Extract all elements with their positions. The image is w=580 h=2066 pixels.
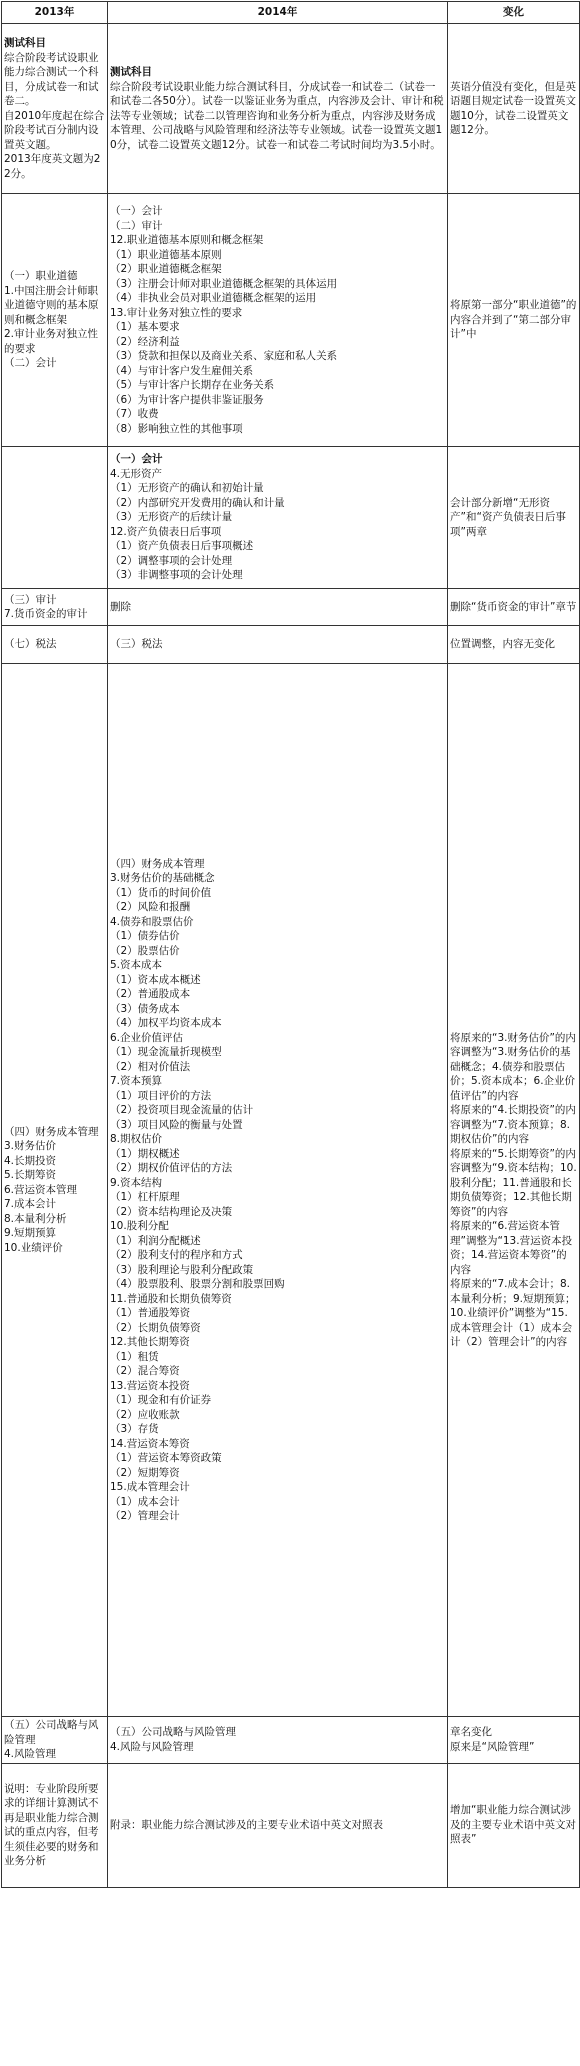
header-change: 变化 xyxy=(448,2,580,24)
cell-line: （一）会计 xyxy=(110,205,163,217)
cell-line: 7.货币资金的审计 xyxy=(4,608,88,620)
cell-line: 增加“职业能力综合测试涉及的主要专业术语中英文对照表” xyxy=(450,1804,576,1846)
cell-line: 8.本量利分析 xyxy=(4,1212,67,1225)
cell-line: 2.审计业务对独立性的要求 xyxy=(4,328,99,355)
cell-line: （3）注册会计师对职业道德概念框架的具体运用 xyxy=(110,277,338,290)
cell-change xyxy=(448,194,580,447)
cell-line: （2）经济利益 xyxy=(110,335,180,348)
cell-2013 xyxy=(2,24,108,194)
cell-line: 4.债券和股票估价 xyxy=(110,915,194,928)
cell-line: （2）风险和报酬 xyxy=(110,901,191,913)
cell-line: 10.业绩评价 xyxy=(4,1241,63,1254)
cell-line: 12.其他长期筹资 xyxy=(110,1336,190,1348)
cell-line: （四）财务成本管理 xyxy=(4,1125,99,1138)
cell-line: （1）营运资本筹资政策 xyxy=(110,1452,222,1464)
cell-line: （2）职业道德概念框架 xyxy=(110,263,222,275)
cell-line: 10.股利分配 xyxy=(110,1220,169,1232)
cell-line: （2）管理会计 xyxy=(110,1510,180,1522)
table-row xyxy=(2,589,580,626)
cell-line: （2）应收账款 xyxy=(110,1408,180,1421)
cell-line: （1）杠杆原理 xyxy=(110,1191,180,1203)
cell-line: 4.风险与风险管理 xyxy=(110,1740,194,1753)
cell-line: 将原来的“3.财务估价”的内容调整为“3.财务估价的基础概念；4.债券和股票估价；5.资本成本；6.企业价值评估”的内容 xyxy=(450,1031,576,1102)
cell-line: （七）税法 xyxy=(4,638,57,651)
cell-line: 4.长期投资 xyxy=(4,1154,57,1167)
cell-2014 xyxy=(108,447,448,589)
cell-line: 15.成本管理会计 xyxy=(110,1481,190,1493)
cell-2013 xyxy=(2,664,108,1717)
cell-line: （1）成本会计 xyxy=(110,1495,180,1508)
header-row xyxy=(2,2,580,24)
cell-line: （二）会计 xyxy=(4,357,57,370)
cell-line: （3）股利理论与股利分配政策 xyxy=(110,1263,254,1276)
cell-line: 测试科目 xyxy=(110,66,152,78)
cell-line: 8.期权估价 xyxy=(110,1133,163,1145)
cell-line: （3）无形资产的后续计量 xyxy=(110,511,233,524)
cell-line: （7）收费 xyxy=(110,408,159,420)
cell-line: （3）存货 xyxy=(110,1423,159,1435)
cell-line: 说明：专业阶段所要求的详细计算测试不再是职业能力综合测试的重点内容，但考生须佳必要的财务和业务分析 xyxy=(4,1782,99,1867)
cell-change xyxy=(448,589,580,626)
table-row xyxy=(2,1763,580,1887)
cell-line: 1.中国注册会计师职业道德守则的基本原则和概念框架 xyxy=(4,284,99,326)
cell-line: （2）期权价值评估的方法 xyxy=(110,1162,233,1174)
cell-line: 自2010年度起在综合阶段考试百分制内设置英文题。 xyxy=(4,109,105,151)
cell-line: （2）内部研究开发费用的确认和计量 xyxy=(110,496,285,509)
cell-line: 删除 xyxy=(110,600,131,613)
cell-line: （1）项目评价的方法 xyxy=(110,1089,212,1102)
cell-2014 xyxy=(108,589,448,626)
cell-line: 5.长期筹资 xyxy=(4,1169,57,1182)
cell-change xyxy=(448,664,580,1717)
cell-line: （1）租赁 xyxy=(110,1350,159,1363)
cell-2014 xyxy=(108,1717,448,1764)
cell-2014 xyxy=(108,1763,448,1887)
cell-line: （4）加权平均资本成本 xyxy=(110,1017,222,1029)
cell-line: （1）基本要求 xyxy=(110,321,180,333)
cell-2013 xyxy=(2,589,108,626)
cell-line: 12.职业道德基本原则和概念框架 xyxy=(110,234,264,246)
cell-line: 4.风险管理 xyxy=(4,1748,57,1760)
cell-line: （4）股票股利、股票分割和股票回购 xyxy=(110,1278,285,1290)
cell-line: （8）影响独立性的其他事项 xyxy=(110,422,243,435)
table-row xyxy=(2,1717,580,1764)
cell-line: （1）债券估价 xyxy=(110,930,180,942)
cell-line: 13.审计业务对独立性的要求 xyxy=(110,306,243,319)
cell-line: （四）财务成本管理 xyxy=(110,857,205,870)
cell-line: 英语分值没有变化，但是英语题目规定试卷一设置英文题10分，试卷二设置英文题12分。 xyxy=(450,80,576,136)
cell-line: （5）与审计客户长期存在业务关系 xyxy=(110,379,275,391)
cell-line: 将原来的“4.长期投资”的内容调整为“7.资本预算；8.期权估价”的内容 xyxy=(450,1104,576,1145)
cell-line: 7.成本会计 xyxy=(4,1198,57,1211)
cell-line: （二）审计 xyxy=(110,219,163,232)
cell-line: （1）资产负债表日后事项概述 xyxy=(110,540,254,553)
cell-line: （4）非执业会员对职业道德概念框架的运用 xyxy=(110,292,317,304)
cell-line: （3）贷款和担保以及商业关系、家庭和私人关系 xyxy=(110,350,338,362)
table-row xyxy=(2,194,580,447)
cell-2014 xyxy=(108,626,448,664)
cell-line: （3）非调整事项的会计处理 xyxy=(110,569,243,582)
cell-line: （三）审计 xyxy=(4,593,57,606)
cell-line: 会计部分新增“无形资产”和“资产负债表日后事项”两章 xyxy=(450,496,566,538)
cell-line: 9.资本结构 xyxy=(110,1176,163,1189)
cell-line: （1）利润分配概述 xyxy=(110,1234,201,1247)
cell-line: （一）职业道德 xyxy=(4,270,78,283)
table-row xyxy=(2,24,580,194)
cell-line: （2）股利支付的程序和方式 xyxy=(110,1249,243,1261)
cell-change xyxy=(448,24,580,194)
cell-line: （2）相对价值法 xyxy=(110,1060,191,1073)
cell-line: 3.财务估价 xyxy=(4,1140,57,1153)
cell-line: （1）资本成本概述 xyxy=(110,973,201,986)
cell-line: 7.资本预算 xyxy=(110,1075,163,1087)
cell-line: 将原来的“5.长期筹资”的内容调整为“9.资本结构；10.股利分配；11.普通股和长期负债筹资；12.其他长期筹资”的内容 xyxy=(450,1147,577,1218)
cell-2013 xyxy=(2,1717,108,1764)
cell-line: 综合阶段考试设职业能力综合测试一个科目，分成试卷一和试卷二。 xyxy=(4,51,99,107)
cell-change xyxy=(448,1763,580,1887)
cell-line: 4.无形资产 xyxy=(110,467,163,480)
cell-line: （1）期权概述 xyxy=(110,1147,180,1160)
cell-line: （3）债务成本 xyxy=(110,1002,180,1015)
cell-line: （三）税法 xyxy=(110,638,163,651)
cell-change xyxy=(448,447,580,589)
cell-line: 附录：职业能力综合测试涉及的主要专业术语中英文对照表 xyxy=(110,1818,383,1831)
cell-line: （1）普通股筹资 xyxy=(110,1307,191,1319)
cell-line: 删除“货币资金的审计”章节 xyxy=(450,600,577,613)
cell-line: （2）短期筹资 xyxy=(110,1466,180,1479)
cell-line: 测试科目 xyxy=(4,37,46,49)
cell-line: （1）职业道德基本原则 xyxy=(110,248,222,261)
cell-line: 5.资本成本 xyxy=(110,959,163,971)
cell-line: 14.营运资本筹资 xyxy=(110,1437,190,1450)
cell-line: 将原第一部分“职业道德”的内容合并到了“第二部分审计”中 xyxy=(450,299,577,341)
cell-line: （3）项目风险的衡量与处置 xyxy=(110,1118,243,1131)
cell-line: （1）货币的时间价值 xyxy=(110,886,212,899)
cell-line: 13.营运资本投资 xyxy=(110,1379,190,1392)
cell-line: 12.资产负债表日后事项 xyxy=(110,525,222,538)
cell-line: （2）调整事项的会计处理 xyxy=(110,554,233,567)
table-row xyxy=(2,447,580,589)
cell-line: 9.短期预算 xyxy=(4,1227,57,1240)
cell-2013 xyxy=(2,1763,108,1887)
cell-2013 xyxy=(2,626,108,664)
cell-line: （1）现金流量折现模型 xyxy=(110,1046,222,1058)
cell-line: （2）混合筹资 xyxy=(110,1365,180,1377)
cell-line: （五）公司战略与风险管理 xyxy=(110,1726,236,1739)
cell-line: 原来是“风险管理” xyxy=(450,1740,535,1753)
cell-2014 xyxy=(108,194,448,447)
table-row xyxy=(2,626,580,664)
cell-2014 xyxy=(108,24,448,194)
cell-2013 xyxy=(2,447,108,589)
cell-2014 xyxy=(108,664,448,1717)
table-row xyxy=(2,664,580,1717)
cell-2013 xyxy=(2,194,108,447)
cell-line: 综合阶段考试设职业能力综合测试科目，分成试卷一和试卷二（试卷一和试卷二各50分）。试卷一以鉴证业务为重点，内容涉及会计、审计和税法等专业领域；试卷二以管理咨询和业务分析为重点，内容涉及财务成本管理、公司战略与风险管理和经济法等专业领域。试卷一设置英文题10分，试卷二设置英文题12分。试卷一和试卷二考试时间均为3.5小时。 xyxy=(110,80,444,151)
cell-change xyxy=(448,626,580,664)
cell-line: （6）为审计客户提供非鉴证服务 xyxy=(110,393,264,406)
cell-line: 将原来的“6.营运资本管理”调整为“13.营运资本投资；14.营运资本筹资”的内容 xyxy=(450,1220,573,1276)
cell-line: 位置调整，内容无变化 xyxy=(450,638,555,651)
cell-line: （五）公司战略与风险管理 xyxy=(4,1719,99,1746)
cell-line: （2）资本结构理论及决策 xyxy=(110,1205,233,1218)
cell-line: 6.营运资本管理 xyxy=(4,1183,78,1196)
cell-line: （4）与审计客户发生雇佣关系 xyxy=(110,364,254,377)
cell-line: （1）现金和有价证券 xyxy=(110,1394,212,1406)
cell-line: 11.普通股和长期负债筹资 xyxy=(110,1292,232,1305)
cell-line: （1）无形资产的确认和初始计量 xyxy=(110,482,264,495)
header-2014: 2014年 xyxy=(108,2,448,24)
cell-line: （2）长期负债筹资 xyxy=(110,1321,201,1334)
cell-line: （2）投资项目现金流量的估计 xyxy=(110,1104,254,1116)
cell-line: 3.财务估价的基础概念 xyxy=(110,872,215,884)
cell-line: （2）普通股成本 xyxy=(110,988,191,1000)
cell-line: （2）股票估价 xyxy=(110,944,180,957)
cell-change xyxy=(448,1717,580,1764)
cell-line: 2013年度英文题为22分。 xyxy=(4,153,101,180)
cell-line: 章名变化 xyxy=(450,1726,492,1739)
cell-line: 将原来的“7.成本会计；8.本量利分析；9.短期预算；10.业绩评价”调整为“15.成本管理会计（1）成本会计（2）管理会计”的内容 xyxy=(450,1278,576,1348)
syllabus-comparison-table xyxy=(1,1,580,1888)
header-2013: 2013年 xyxy=(2,2,108,24)
cell-line: （一）会计 xyxy=(110,453,163,466)
cell-line: 6.企业价值评估 xyxy=(110,1031,184,1044)
